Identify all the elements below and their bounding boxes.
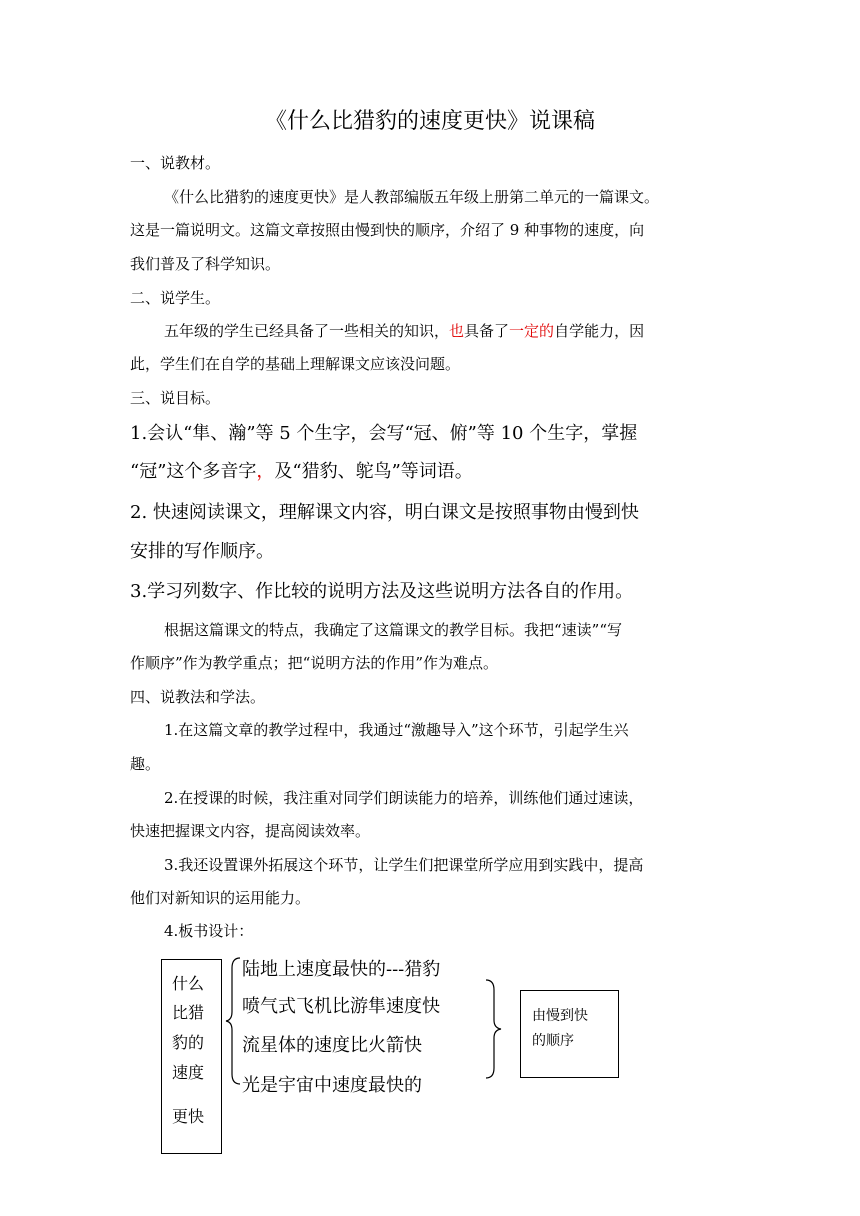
paragraph-line: 此，学生们在自学的基础上理解课文应该没问题。 (130, 355, 461, 373)
board-right-text: 的顺序 (532, 1033, 574, 1049)
board-item: 喷气式飞机比游隼速度快 (242, 996, 440, 1017)
highlight-text: ， (256, 461, 275, 482)
board-left-text: 什么 (172, 974, 205, 993)
paragraph-line: 3.我还设置课外拓展这个环节，让学生们把课堂所学应用到实践中，提高 (164, 856, 644, 874)
paragraph-line: 1.在这篇文章的教学过程中，我通过“激趣导入”这个环节，引起学生兴 (164, 721, 629, 739)
text-segment: 五年级的学生已经具备了一些相关的知识， (164, 322, 450, 340)
goal-line: 安排的写作顺序。 (130, 541, 274, 562)
goal-line: 3.学习列数字、作比较的说明方法及这些说明方法各自的作用。 (130, 581, 634, 602)
section-heading-2: 二、说学生。 (130, 289, 221, 307)
paragraph-line: 快速把握课文内容，提高阅读效率。 (130, 822, 371, 840)
text-segment: “冠”这个多音字 (130, 461, 257, 482)
paragraph-line: 根据这篇课文的特点，我确定了这篇课文的教学目标。我把“速读”“写 (164, 621, 623, 639)
board-left-text: 更快 (172, 1107, 205, 1126)
board-item: 光是宇宙中速度最快的 (242, 1075, 422, 1096)
paragraph-line: 2.在授课的时候，我注重对同学们朗读能力的培养，训练他们通过速读， (164, 789, 644, 807)
left-brace-icon (224, 956, 244, 1086)
board-item: 流星体的速度比火箭快 (242, 1035, 422, 1056)
board-left-text: 比猎 (172, 1003, 205, 1022)
text-segment: 具备了 (464, 322, 510, 340)
goal-line (130, 457, 473, 483)
right-brace-icon (482, 978, 504, 1080)
paragraph-line: 4.板书设计： (164, 922, 254, 940)
page-title: 《什么比猎豹的速度更快》说课稿 (264, 109, 595, 134)
goal-line: 2. 快速阅读课文，理解课文内容，明白课文是按照事物由慢到快 (130, 502, 639, 523)
paragraph-line: 我们普及了科学知识。 (130, 255, 281, 273)
paragraph-line (164, 320, 644, 341)
text-segment: 自学能力，因 (554, 322, 645, 340)
paragraph-line: 《什么比猎豹的速度更快》是人教部编版五年级上册第二单元的一篇课文。 (164, 188, 660, 206)
board-item: 陆地上速度最快的---猎豹 (242, 959, 441, 980)
board-right-text: 由慢到快 (532, 1008, 588, 1024)
goal-line: 1.会认“隼、瀚”等 5 个生字，会写“冠、俯”等 10 个生字，掌握 (130, 423, 638, 444)
highlight-text: 一定的 (509, 322, 555, 340)
text-segment: 及“猎豹、鸵鸟”等词语。 (274, 461, 473, 482)
section-heading-4: 四、说教法和学法。 (130, 688, 266, 706)
paragraph-line: 作顺序”作为教学重点；把“说明方法的作用”作为难点。 (130, 654, 499, 672)
board-left-text: 速度 (172, 1063, 205, 1082)
paragraph-line: 他们对新知识的运用能力。 (130, 889, 311, 907)
paragraph-line: 这是一篇说明文。这篇文章按照由慢到快的顺序，介绍了 9 种事物的速度，向 (130, 221, 645, 239)
board-left-text: 豹的 (172, 1033, 205, 1052)
paragraph-line: 趣。 (130, 755, 161, 773)
section-heading-3: 三、说目标。 (130, 389, 221, 407)
section-heading-1: 一、说教材。 (130, 154, 221, 172)
highlight-text: 也 (449, 322, 465, 340)
